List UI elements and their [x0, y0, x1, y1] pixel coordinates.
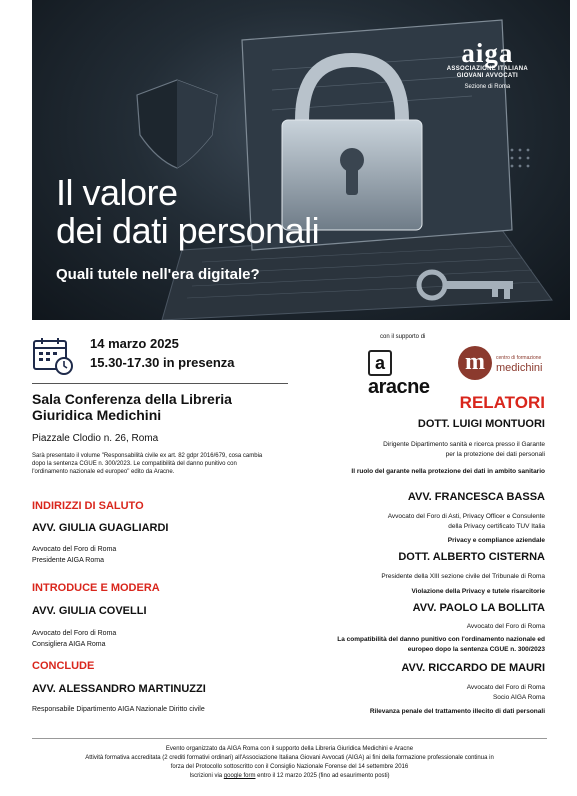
hero-banner — [32, 0, 570, 320]
speaker-topic: Violazione della Privacy e tutele risarcitorie — [411, 588, 545, 595]
medichini-mark: m — [458, 346, 492, 380]
speaker-name: DOTT. LUIGI MONTUORI — [417, 418, 545, 430]
medichini-wordmark: medichini — [496, 362, 543, 374]
google-form-link[interactable]: google form — [223, 773, 256, 779]
modera-heading: INTRODUCE E MODERA — [32, 582, 160, 594]
event-title — [56, 174, 319, 250]
speaker-name: AVV. PAOLO LA BOLLITA — [412, 602, 545, 614]
footer-line4 — [32, 772, 547, 781]
speaker-name: DOTT. ALBERTO CISTERNA — [398, 551, 545, 563]
title-line2: dei dati personali — [56, 210, 320, 251]
medichini-small: centro di formazione — [496, 355, 542, 361]
speaker-topic: Il ruolo del garante nella protezione dei dati in ambito sanitario — [351, 468, 545, 475]
footer-line2: Attività formativa accreditata (2 crediti formativi ordinari) all'Associazione Italiana Giovani Avvocati (AIGA) ai fini della formazione professionale continua in — [85, 755, 494, 761]
conclude-name: AVV. ALESSANDRO MARTINUZZI — [32, 683, 206, 695]
relatori-heading: RELATORI — [459, 393, 545, 412]
aracne-mark: a — [368, 350, 392, 376]
venue-line1: Sala Conferenza della Libreria — [32, 391, 232, 407]
speaker-topic: europeo dopo la sentenza CGUE n. 300/2023 — [407, 646, 545, 653]
speaker-topic: Rilevanza penale del trattamento illecito di dati personali — [369, 708, 545, 715]
aracne-wordmark: aracne — [368, 376, 430, 398]
sponsors-label: con il supporto di — [380, 334, 426, 340]
logo-line3: Sezione di Roma — [464, 84, 511, 90]
speaker-role: per la protezione dei dati personali — [445, 451, 545, 458]
modera-name: AVV. GIULIA COVELLI — [32, 605, 147, 617]
saluto-name: AVV. GIULIA GUAGLIARDI — [32, 522, 169, 534]
logo-line1: ASSOCIAZIONE ITALIANA — [446, 66, 528, 72]
speaker-role: Avvocato del Foro di Roma — [466, 684, 545, 691]
logo-mark: aiga — [461, 38, 514, 68]
event-time: 15.30-17.30 in presenza — [90, 355, 235, 370]
footer-line4-b: entro il 12 marzo 2025 (fino ad esaurimento posti) — [255, 773, 390, 779]
saluto-role1: Avvocato del Foro di Roma — [32, 546, 117, 553]
speaker-role: Avvocato del Foro di Asti, Privacy Officer e Consulente — [387, 513, 545, 520]
modera-role2: Consigliera AIGA Roma — [32, 641, 106, 648]
conclude-role1: Responsabile Dipartimento AIGA Nazionale Diritto civile — [32, 706, 205, 713]
speaker-name: AVV. RICCARDO DE MAURI — [401, 662, 545, 674]
saluto-role2: Presidente AIGA Roma — [32, 557, 104, 564]
footer-divider — [32, 738, 547, 739]
footer-line1: Evento organizzato da AIGA Roma con il supporto della Libreria Giuridica Medichini e Aracne — [165, 746, 414, 752]
title-line1: Il valore — [56, 172, 178, 213]
conclude-heading: CONCLUDE — [32, 660, 95, 672]
saluto-heading: INDIRIZZI DI SALUTO — [32, 500, 144, 512]
venue — [32, 391, 292, 423]
divider — [32, 383, 288, 384]
venue-address: Piazzale Clodio n. 26, Roma — [32, 433, 159, 444]
footer-line4-a: Iscrizioni via — [189, 773, 224, 779]
speaker-role: Socio AIGA Roma — [492, 694, 545, 701]
event-date: 14 marzo 2025 — [90, 336, 179, 351]
footer-line3: forza del Protocollo sottoscritto con il Consiglio Nazionale Forense del 14 settembre 2016 — [170, 764, 409, 770]
logo-line2: GIOVANI AVVOCATI — [456, 73, 519, 79]
modera-role1: Avvocato del Foro di Roma — [32, 630, 117, 637]
venue-line2: Giuridica Medichini — [32, 407, 162, 423]
event-subtitle: Quali tutele nell'era digitale? — [56, 266, 260, 283]
calendar-clock-icon — [32, 336, 76, 376]
speaker-topic: Privacy e compliance aziendale — [447, 537, 545, 544]
book-description: Sarà presentato il volume "Responsabilità civile ex art. 82 gdpr 2016/679, cosa cambia dopo la sentenza CGUE n. 300/2023. Le compatibilità del danno punitivo con l'ordinamento nazionale ed europeo" edito da Aracne. — [32, 453, 263, 475]
speaker-role: Avvocato del Foro di Roma — [466, 623, 545, 630]
speaker-topic: La compatibilità del danno punitivo con l'ordinamento nazionale ed — [337, 636, 545, 643]
speaker-role: Dirigente Dipartimento sanità e ricerca presso il Garante — [383, 441, 545, 448]
speaker-role: Presidente della XIII sezione civile del Tribunale di Roma — [381, 573, 545, 580]
aiga-logo — [447, 40, 528, 92]
speaker-name: AVV. FRANCESCA BASSA — [407, 491, 545, 503]
speaker-role: della Privacy certificato TUV Italia — [448, 523, 545, 530]
aracne-logo — [368, 350, 444, 398]
